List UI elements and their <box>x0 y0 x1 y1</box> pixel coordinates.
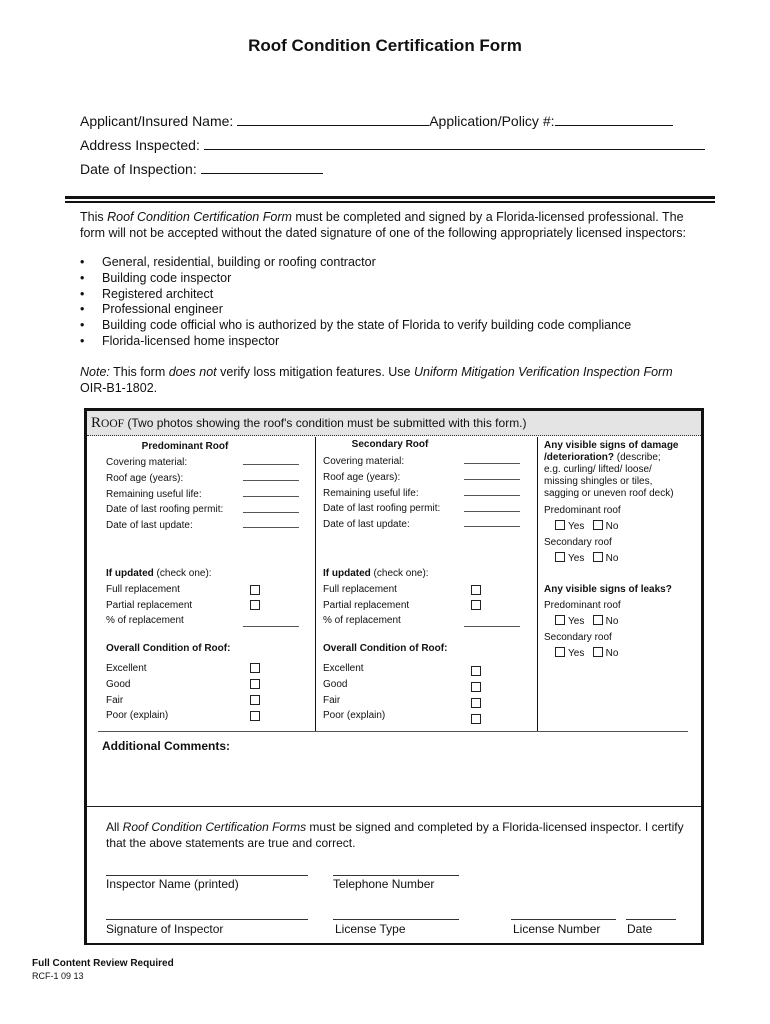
form-code: RCF-1 09 13 <box>32 971 84 981</box>
damage-predominant-no-checkbox[interactable] <box>593 520 603 530</box>
additional-comments-input[interactable] <box>100 756 695 804</box>
secondary-roof-age-input[interactable] <box>464 479 520 480</box>
roof-caps-label: ROOF <box>91 415 125 431</box>
telephone-label: Telephone Number <box>333 877 435 891</box>
secondary-remaining-life-input[interactable] <box>464 495 520 496</box>
telephone-input[interactable] <box>333 875 459 876</box>
option-label: Full replacement <box>106 583 180 595</box>
signature-input[interactable] <box>106 919 308 920</box>
leaks-secondary-yes-no: Yes No <box>555 647 618 659</box>
additional-comments-label: Additional Comments: <box>102 739 230 753</box>
date-of-inspection-label: Date of Inspection: <box>80 161 197 177</box>
damage-secondary-yes-no: Yes No <box>555 552 618 564</box>
partial-replacement-checkbox[interactable] <box>250 600 260 610</box>
option-label: Partial replacement <box>106 599 193 611</box>
policy-number-field[interactable] <box>555 112 673 126</box>
condition-title: Overall Condition of Roof: <box>106 643 231 654</box>
roof-header-text: (Two photos showing the roof's condition must be submitted with this form.) <box>127 416 527 430</box>
license-number-label: License Number <box>513 922 601 936</box>
field-label: Covering material: <box>106 457 188 468</box>
date-row <box>80 160 323 177</box>
inspector-name-label: Inspector Name (printed) <box>106 877 239 891</box>
leaks-predominant-label: Predominant roof <box>544 600 621 611</box>
double-divider <box>65 196 715 203</box>
intro-paragraph: This Roof Condition Certification Form must be completed and signed by a Florida-licensed professional. The form will not be accepted without the dated signature of one of the following appropriately licensed inspectors: <box>80 210 686 240</box>
leaks-secondary-yes-checkbox[interactable] <box>555 647 565 657</box>
fair-checkbox[interactable] <box>250 695 260 705</box>
damage-secondary-yes-checkbox[interactable] <box>555 552 565 562</box>
secondary-partial-replacement-checkbox[interactable] <box>471 600 481 610</box>
leaks-predominant-yes-checkbox[interactable] <box>555 615 565 625</box>
secondary-roof-title: Secondary Roof <box>351 439 429 450</box>
predominant-update-section: If updated (check one): Full replacement Partial replacement % of replacement <box>106 566 212 629</box>
policy-label: Application/Policy #: <box>429 113 555 129</box>
field-label: Date of last update: <box>106 520 193 532</box>
roofing-permit-date-input[interactable] <box>243 512 299 513</box>
license-type-input[interactable] <box>333 919 459 920</box>
applicant-name-field[interactable] <box>237 112 429 126</box>
remaining-life-input[interactable] <box>243 496 299 497</box>
page-title: Roof Condition Certification Form <box>248 36 522 55</box>
secondary-percent-replacement-input[interactable] <box>464 626 520 627</box>
address-label: Address Inspected: <box>80 137 200 153</box>
applicant-label: Applicant/Insured Name: <box>80 113 234 129</box>
secondary-covering-material-input[interactable] <box>464 463 520 464</box>
poor-checkbox[interactable] <box>250 711 260 721</box>
field-label: Date of last roofing permit: <box>106 504 224 516</box>
secondary-last-update-date-input[interactable] <box>464 526 520 527</box>
secondary-fair-checkbox[interactable] <box>471 698 481 708</box>
option-label: Partial replacement <box>323 599 410 611</box>
signature-label: Signature of Inspector <box>106 922 224 936</box>
license-number-input[interactable] <box>511 919 616 920</box>
secondary-roofing-permit-date-input[interactable] <box>464 511 520 512</box>
condition-label: Excellent <box>106 663 147 674</box>
damage-predominant-label: Predominant roof <box>544 505 621 516</box>
damage-secondary-label: Secondary roof <box>544 537 612 548</box>
secondary-excellent-checkbox[interactable] <box>471 666 481 676</box>
leaks-predominant-no-checkbox[interactable] <box>593 615 603 625</box>
note-paragraph: Note: This form does not verify loss mitigation features. Use Uniform Mitigation Verification Inspection Form OIR-B1-1802. <box>80 365 673 395</box>
predominant-fields <box>106 455 223 534</box>
list-item: • Building code official who is authorized by the state of Florida to verify building code compliance <box>80 318 631 334</box>
secondary-poor-checkbox[interactable] <box>471 714 481 724</box>
predominant-roof-title: Predominant Roof <box>141 441 229 452</box>
leaks-question: Any visible signs of leaks? <box>544 584 672 595</box>
full-replacement-checkbox[interactable] <box>250 585 260 595</box>
condition-label: Poor (explain) <box>106 710 169 722</box>
covering-material-input[interactable] <box>243 464 299 465</box>
date-label: Date <box>627 922 653 936</box>
column-divider <box>537 437 538 731</box>
applicant-row <box>80 112 673 129</box>
secondary-condition-title: Overall Condition of Roof: <box>323 643 448 654</box>
list-item: • Building code inspector <box>80 271 631 287</box>
last-update-date-input[interactable] <box>243 527 299 528</box>
list-item: • Professional engineer <box>80 302 631 318</box>
option-label: Full replacement <box>323 583 397 595</box>
field-label: Date of last update: <box>323 519 410 531</box>
address-field[interactable] <box>204 136 705 150</box>
condition-label: Excellent <box>323 663 364 674</box>
damage-question: Any visible signs of damage /deterioration? (describe; e.g. curling/ lifted/ loose/ missing shingles or tiles, sagging or uneven roof deck) <box>544 440 679 499</box>
inspector-types-list <box>80 255 631 350</box>
certification-statement: All Roof Condition Certification Forms must be signed and completed by a Florida-licensed inspector. I certify that the above statements are true and correct. <box>106 820 684 850</box>
condition-label: Fair <box>323 694 341 706</box>
secondary-update-section: If updated (check one): Full replacement Partial replacement % of replacement <box>323 566 429 629</box>
condition-label: Good <box>106 678 131 690</box>
roof-section-header <box>87 411 701 436</box>
leaks-predominant-yes-no: Yes No <box>555 615 618 627</box>
leaks-secondary-no-checkbox[interactable] <box>593 647 603 657</box>
secondary-fields <box>323 454 440 533</box>
excellent-checkbox[interactable] <box>250 663 260 673</box>
field-label: Covering material: <box>323 456 405 467</box>
secondary-conditions <box>323 661 385 724</box>
secondary-good-checkbox[interactable] <box>471 682 481 692</box>
review-notice: Full Content Review Required <box>32 958 174 969</box>
percent-replacement-input[interactable] <box>243 626 299 627</box>
list-item: • General, residential, building or roofing contractor <box>80 255 631 271</box>
percent-label: % of replacement <box>323 615 401 627</box>
good-checkbox[interactable] <box>250 679 260 689</box>
leaks-secondary-label: Secondary roof <box>544 632 612 643</box>
inspector-name-input[interactable] <box>106 875 308 876</box>
list-item: • Florida-licensed home inspector <box>80 334 631 350</box>
predominant-conditions <box>106 661 168 724</box>
damage-predominant-yes-no: Yes No <box>555 520 618 532</box>
damage-predominant-yes-checkbox[interactable] <box>555 520 565 530</box>
license-type-label: License Type <box>335 922 406 936</box>
condition-label: Poor (explain) <box>323 710 386 722</box>
field-label: Remaining useful life: <box>323 487 419 499</box>
secondary-full-replacement-checkbox[interactable] <box>471 585 481 595</box>
column-divider <box>315 437 316 731</box>
date-of-inspection-field[interactable] <box>201 160 323 174</box>
field-label: Roof age (years): <box>106 472 184 484</box>
roof-bottom-divider <box>98 731 688 732</box>
condition-label: Good <box>323 678 348 690</box>
field-label: Date of last roofing permit: <box>323 503 441 515</box>
condition-label: Fair <box>106 694 124 706</box>
damage-secondary-no-checkbox[interactable] <box>593 552 603 562</box>
address-row <box>80 136 705 153</box>
roof-age-input[interactable] <box>243 480 299 481</box>
list-item: • Registered architect <box>80 287 631 303</box>
field-label: Remaining useful life: <box>106 488 202 500</box>
comments-divider <box>87 806 701 807</box>
date-input[interactable] <box>626 919 676 920</box>
percent-label: % of replacement <box>106 615 184 627</box>
field-label: Roof age (years): <box>323 471 401 483</box>
